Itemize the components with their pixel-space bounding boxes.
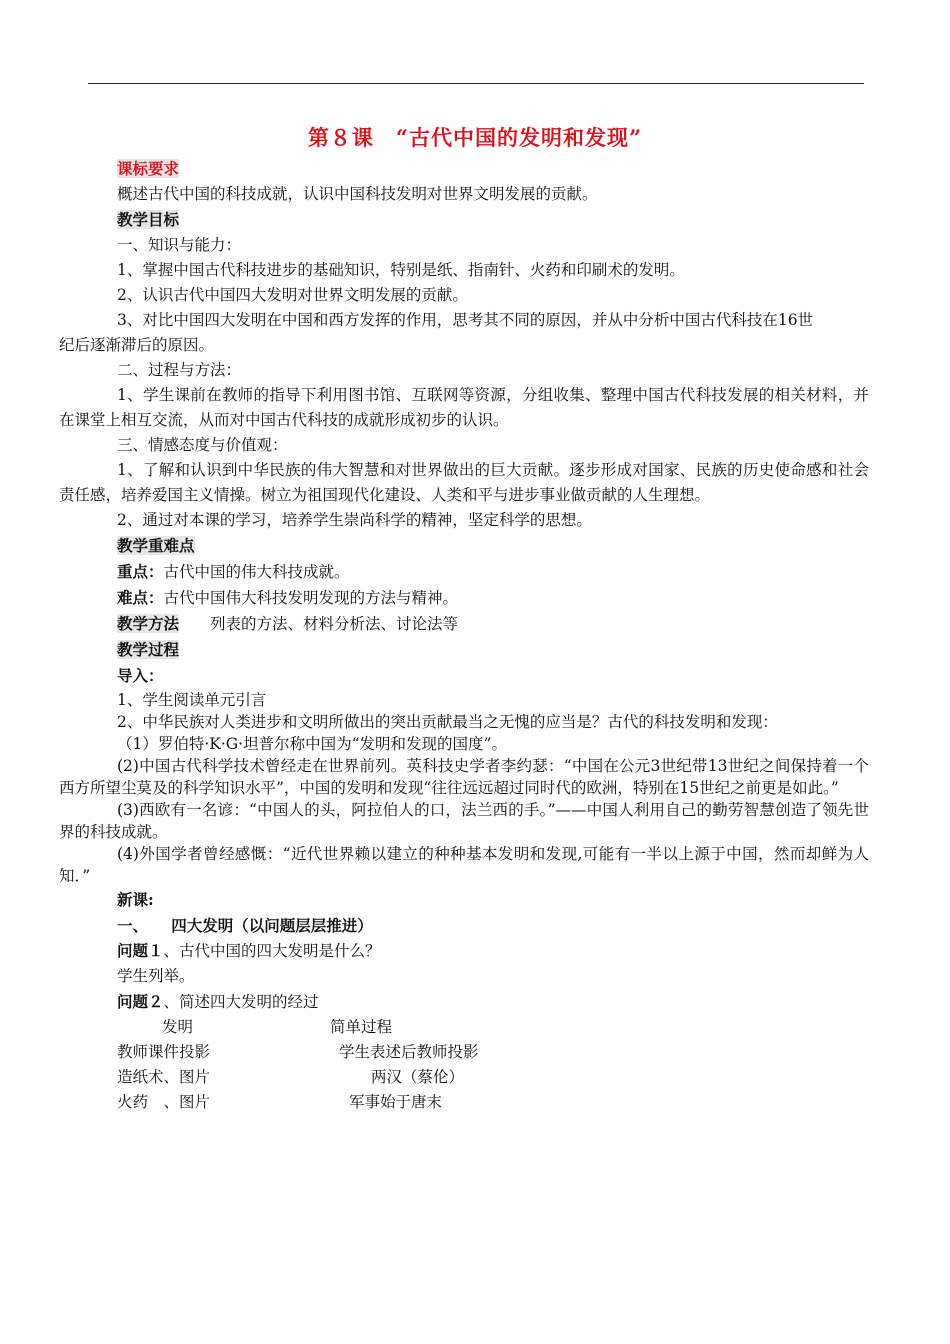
nandian-label: 难点： [117, 588, 164, 607]
zhishi-heading: 一、知识与能力： [117, 236, 242, 254]
table-row [117, 1015, 869, 1040]
table-cell: 火药 、图片 [117, 1093, 211, 1111]
quote-4: (4)外国学者曾经感慨：“近代世界赖以建立的种种基本发明和发现,可能有一半以上源于中国，然而却鲜为人知．” [59, 845, 869, 885]
table-head-process: 简单过程 [330, 1018, 393, 1036]
q1-answer: 学生列举。 [117, 967, 195, 985]
table-cell: 造纸术、图片 [117, 1068, 211, 1086]
guocheng-heading: 二、过程与方法： [117, 361, 242, 379]
table-head-invention: 发明 [162, 1018, 194, 1036]
zhongdian-label: 重点： [117, 562, 164, 581]
q1-text: 、古代中国的四大发明是什么？ [163, 942, 381, 960]
quote-2: (2)中国古代科学技术曾经走在世界前列。英科技史学者李约瑟：“中国在公元3世纪带13世纪之间保持着一个西方所望尘莫及的科学知识水平”，中国的发明和发现“往往远远超过同时代的欧洲，特别在15世纪之前更是如此。” [59, 757, 869, 797]
table-row [117, 1065, 869, 1090]
zhongdian-text: 古代中国的伟大科技成就。 [163, 563, 350, 581]
quote-3: (3)西欧有一名谚：“中国人的头，阿拉伯人的口，法兰西的手。”——中国人利用自己的勤劳智慧创造了领先世界的科技成就。 [59, 801, 869, 841]
fangfa-text: 列表的方法、材料分析法、讨论法等 [179, 615, 459, 633]
part1-heading: 一、 四大发明（以问题层层推进） [117, 916, 373, 935]
xinke-label: 新课: [117, 890, 154, 909]
mubiao-heading: 教学目标 [117, 210, 180, 229]
table-row [117, 1090, 869, 1115]
zhishi-item-3b: 纪后逐渐滞后的原因。 [59, 336, 215, 354]
zhishi-item-1: 1、掌握中国古代科技进步的基础知识，特别是纸、指南针、火药和印刷术的发明。 [117, 261, 685, 279]
invention-table [117, 1015, 869, 1115]
document-body [59, 156, 869, 1115]
table-cell: 教师课件投影 [117, 1043, 211, 1061]
table-row [117, 1040, 869, 1065]
table-cell: 学生表述后教师投影 [339, 1043, 479, 1061]
qinggan-item-2: 2、通过对本课的学习，培养学生崇尚科学的精神，坚定科学的思想。 [117, 511, 592, 529]
qinggan-heading: 三、情感态度与价值观： [117, 436, 288, 454]
guocheng-item-1: 1、学生课前在教师的指导下利用图书馆、互联网等资源，分组收集、整理中国古代科技发展的相关材料，并在课堂上相互交流，从而对中国古代科技的成就形成初步的认识。 [59, 386, 869, 429]
header-rule [88, 83, 864, 84]
q2-label: 问题２ [117, 992, 164, 1011]
daoru-item-2: 2、中华民族对人类进步和文明所做出的突出贡献最当之无愧的应当是？古代的科技发明和发现： [117, 713, 778, 731]
fangfa-label: 教学方法 [117, 614, 180, 633]
table-cell: 军事始于唐末 [349, 1093, 443, 1111]
q2-text: 、简述四大发明的经过 [163, 993, 319, 1011]
zhishi-item-3a: 3、对比中国四大发明在中国和西方发挥的作用，思考其不同的原因，并从中分析中国古代科技在16世 [117, 311, 814, 329]
quote-1: （1）罗伯特·K·G·坦普尔称中国为“发明和发现的国度”。 [117, 735, 507, 753]
qinggan-item-1: 1、了解和认识到中华民族的伟大智慧和对世界做出的巨大贡献。逐步形成对国家、民族的历史使命感和社会责任感，培养爱国主义情操。树立为祖国现代化建设、人类和平与进步事业做贡献的人生理想。 [59, 461, 869, 504]
daoru-item-1: 1、学生阅读单元引言 [117, 691, 267, 709]
kebiao-text: 概述古代中国的科技成就，认识中国科技发明对世界文明发展的贡献。 [117, 185, 598, 203]
page-title: 第８课 “古代中国的发明和发现” [307, 125, 643, 150]
guocheng2-heading: 教学过程 [117, 640, 180, 659]
daoru-label: 导入： [117, 666, 164, 685]
q1-label: 问题１ [117, 941, 164, 960]
zhongnan-heading: 教学重难点 [117, 536, 195, 555]
zhishi-item-2: 2、认识古代中国四大发明对世界文明发展的贡献。 [117, 286, 468, 304]
table-cell: 两汉（蔡伦） [371, 1068, 465, 1086]
nandian-text: 古代中国伟大科技发明发现的方法与精神。 [163, 589, 459, 607]
kebiao-heading: 课标要求 [117, 159, 180, 178]
